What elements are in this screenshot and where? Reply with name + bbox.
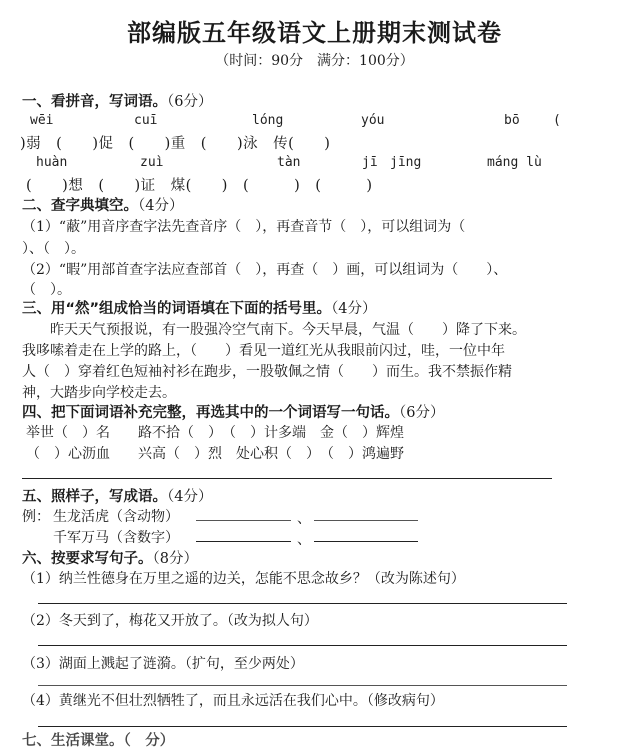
section-3-heading bbox=[22, 297, 377, 318]
section-5-heading bbox=[22, 485, 212, 506]
section-5-points: （4分） bbox=[167, 489, 213, 505]
pinyin-huan: huàn bbox=[36, 155, 68, 170]
pinyin-bo: bō bbox=[504, 113, 520, 128]
sentence-question-2: （2）冬天到了，梅花又开放了。（改为拟人句） bbox=[22, 613, 318, 629]
idiom-answer-blank-1[interactable] bbox=[196, 520, 291, 521]
dictionary-question-1-line-2: ）、（ ）。 bbox=[22, 241, 85, 257]
pinyin-long: lóng bbox=[252, 113, 284, 128]
pinyin-cui: cuī bbox=[134, 113, 158, 128]
section-1-points: （6分） bbox=[167, 94, 213, 110]
section-4-title: 四、把下面词语补充完整，再选其中的一个词语写一句话。 bbox=[22, 405, 399, 421]
section-2-heading bbox=[22, 194, 183, 215]
passage-line-1: 昨天天气预报说，有一股强冷空气南下。今天早晨，气温（ ）降了下来。 bbox=[22, 322, 526, 338]
passage-line-4: 神，大踏步向学校走去。 bbox=[22, 385, 176, 401]
section-2-title: 二、查字典填空。 bbox=[22, 198, 138, 214]
pinyin-zui: zuì bbox=[140, 155, 164, 170]
example-1: 生龙活虎（含动物） bbox=[53, 509, 179, 525]
pinyin-you: yóu bbox=[361, 113, 385, 128]
section-6-points: （8分） bbox=[152, 551, 198, 567]
dictionary-question-2-line-2: （ ）。 bbox=[22, 282, 71, 298]
pinyin-wei: wēi bbox=[30, 113, 54, 128]
pinyin-jing: jīng bbox=[390, 155, 422, 170]
dictionary-question-2-line-1: （2）“暇”用部首查字法应查部首（ ），再查（ ）画，可以组词为（ ）、 bbox=[22, 262, 508, 278]
section-2-points: （4分） bbox=[138, 198, 184, 214]
section-3-points: （4分） bbox=[331, 301, 377, 317]
idiom-row-1: 举世（ ）名 路不拾（ ） （ ）计多端 金（ ）辉煌 bbox=[26, 425, 404, 441]
idiom-answer-blank-2[interactable] bbox=[314, 520, 418, 521]
page-title: 部编版五年级语文上册期末测试卷 bbox=[127, 18, 502, 47]
answer-line-sentence[interactable] bbox=[22, 478, 552, 479]
passage-line-2: 我哆嗦着走在上学的路上，（ ）看见一道红光从我眼前闪过，哇，一位中年 bbox=[22, 343, 505, 359]
section-6-heading bbox=[22, 547, 198, 568]
pinyin-manglu: máng lù bbox=[487, 155, 542, 170]
pinyin-tan: tàn bbox=[277, 155, 301, 170]
section-4-points: （6分） bbox=[399, 405, 445, 421]
pinyin-row-1-answers: )弱 ( )促 ( )重 ( )泳 传( ) bbox=[20, 136, 331, 152]
separator-1: 、 bbox=[297, 511, 311, 527]
example-2: 千军万马（含数字） bbox=[53, 530, 179, 546]
section-7-heading-cut: 七、生活课堂。（ 分） bbox=[22, 733, 175, 749]
section-3-title: 三、用“然”组成恰当的词语填在下面的括号里。 bbox=[22, 301, 332, 317]
sentence-question-1: （1）纳兰性德身在万里之遥的边关，怎能不思念故乡？（改为陈述句） bbox=[22, 571, 465, 587]
exam-info: （时间：90分 满分：100分） bbox=[215, 53, 414, 69]
example-label: 例： bbox=[22, 509, 50, 525]
sentence-question-4: （4）黄继光不但壮烈牺牲了，而且永远活在我们心中。（修改病句） bbox=[22, 693, 444, 709]
idiom-answer-blank-4[interactable] bbox=[314, 541, 418, 542]
dictionary-question-1-line-1: （1）“蔽”用音序查字法先查音序（ ），再查音节（ ），可以组词为（ bbox=[22, 219, 466, 235]
answer-line-4[interactable] bbox=[38, 726, 567, 727]
section-6-title: 六、按要求写句子。 bbox=[22, 551, 153, 567]
pinyin-row-2-answers: ( )想 ( )证 煤( ) ( ) ( ) bbox=[26, 178, 373, 194]
idiom-answer-blank-3[interactable] bbox=[196, 541, 291, 542]
section-4-heading bbox=[22, 401, 444, 422]
open-bracket: ( bbox=[553, 113, 561, 128]
idiom-row-2: （ ）心沥血 兴高（ ）烈 处心积（ ） （ ）鸿遍野 bbox=[26, 446, 404, 462]
pinyin-ji: jī bbox=[362, 155, 378, 170]
answer-line-3[interactable] bbox=[38, 685, 567, 686]
section-1-heading bbox=[22, 90, 212, 111]
section-1-title: 一、看拼音，写词语。 bbox=[22, 94, 167, 110]
answer-line-2[interactable] bbox=[38, 645, 567, 646]
sentence-question-3: （3）湖面上溅起了涟漪。（扩句，至少两处） bbox=[22, 656, 304, 672]
answer-line-1[interactable] bbox=[38, 603, 567, 604]
separator-2: 、 bbox=[297, 532, 311, 548]
section-5-title: 五、照样子，写成语。 bbox=[22, 489, 167, 505]
passage-line-3: 人（ ）穿着红色短袖衬衫在跑步，一股敬佩之情（ ）而生。我不禁振作精 bbox=[22, 364, 512, 380]
